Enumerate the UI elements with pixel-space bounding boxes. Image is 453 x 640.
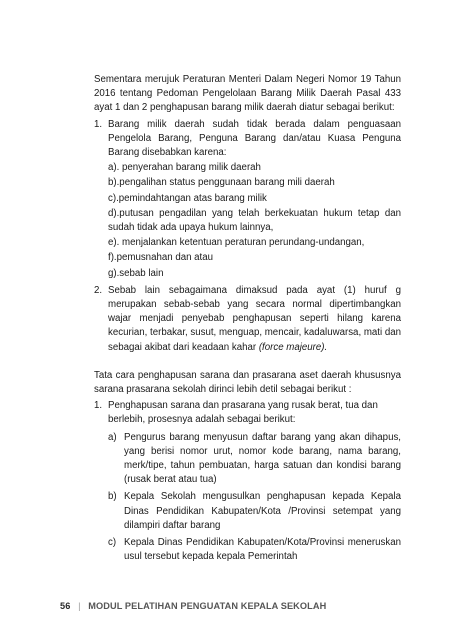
italic-term: (force majeure). — [258, 341, 328, 353]
sublist-item — [108, 490, 401, 533]
list-item — [94, 284, 401, 355]
section2-list — [94, 399, 401, 564]
sublist-item: b).pengalihan status penggunaan barang mili daerah — [108, 177, 335, 189]
sublist-label: b) — [108, 491, 117, 503]
list-number: 1. — [94, 400, 103, 412]
list-number: 2. — [94, 284, 103, 296]
sublist-item: c).pemindahtangan atas barang milik — [108, 192, 267, 204]
sublist-text: Pengurus barang menyusun daftar barang yang akan dihapus, yang berisi nomor urut, nomor kode barang, nama barang, merk/tipe, tahun pembuatan, harga satuan dan kondisi barang (rusak berat atau tua) — [124, 431, 401, 486]
sublist-label: c) — [108, 537, 117, 549]
list-item — [94, 399, 401, 564]
sublist-item — [108, 536, 401, 564]
page-footer — [60, 601, 326, 611]
section1-intro: Sementara merujuk Peraturan Menteri Dalam Negeri Nomor 19 Tahun 2016 tentang Pedoman Pengelolaan Barang Milik Daerah Pasal 433 ayat 1 dan 2 penghapusan barang milik daerah diatur sebagai berikut: — [94, 74, 401, 114]
footer-separator: | — [78, 601, 81, 611]
list-item-text: Barang milik daerah sudah tidak berada dalam penguasaan Pengelola Barang, Penguna Barang dan/atau Kuasa Penguna Barang disebabkan karena: — [108, 118, 401, 159]
page-number: 56 — [60, 601, 71, 611]
sublist-item: d).putusan pengadilan yang telah berkekuatan hukum tetap dan sudah tidak ada upaya hukum lainnya, — [108, 207, 401, 234]
sublist-item — [108, 431, 401, 488]
sublist — [108, 161, 401, 281]
sublist-item: a). penyerahan barang milik daerah — [108, 162, 261, 174]
page-content — [94, 73, 401, 565]
sublist-item: e). menjalankan ketentuan peraturan perundang-undangan, — [108, 237, 365, 249]
sublist-text: Kepala Sekolah mengusulkan penghapusan kepada Kepala Dinas Pendidikan Kabupaten/Kota /Provinsi setempat yang dilampiri daftar barang — [124, 491, 401, 531]
list-item — [94, 118, 401, 281]
footer-title: MODUL PELATIHAN PENGUATAN KEPALA SEKOLAH — [88, 601, 327, 611]
list-number: 1. — [94, 118, 103, 130]
list-item-text-main: Sebab lain sebagaimana dimaksud pada ayat (1) huruf g merupakan sebab-sebab yang secara normal dipertimbangkan wajar menjadi penyebab penghapusan seperti hilang karena kecurian, terbakar, susut, menguap, mencair, kadaluwarsa, mati dan sebagai akibat dari keadaan kahar — [108, 284, 401, 353]
sublist-label: a) — [108, 431, 117, 443]
sublist-item: g).sebab lain — [108, 267, 164, 279]
sublist-text: Kepala Dinas Pendidikan Kabupaten/Kota/Provinsi meneruskan usul tersebut kepada kepala Pemerintah — [124, 537, 401, 563]
list-item-text — [108, 284, 401, 355]
section1-list — [94, 118, 401, 355]
list-item-text: Penghapusan sarana dan prasarana yang rusak berat, tua dan berlebih, prosesnya adalah sebagai berikut: — [108, 400, 378, 426]
sublist-item: f).pemusnahan dan atau — [108, 252, 214, 264]
section2-intro: Tata cara penghapusan sarana dan prasarana aset daerah khususnya sarana prasarana sekolah dirinci lebih detil sebagai berikut : — [94, 369, 401, 396]
